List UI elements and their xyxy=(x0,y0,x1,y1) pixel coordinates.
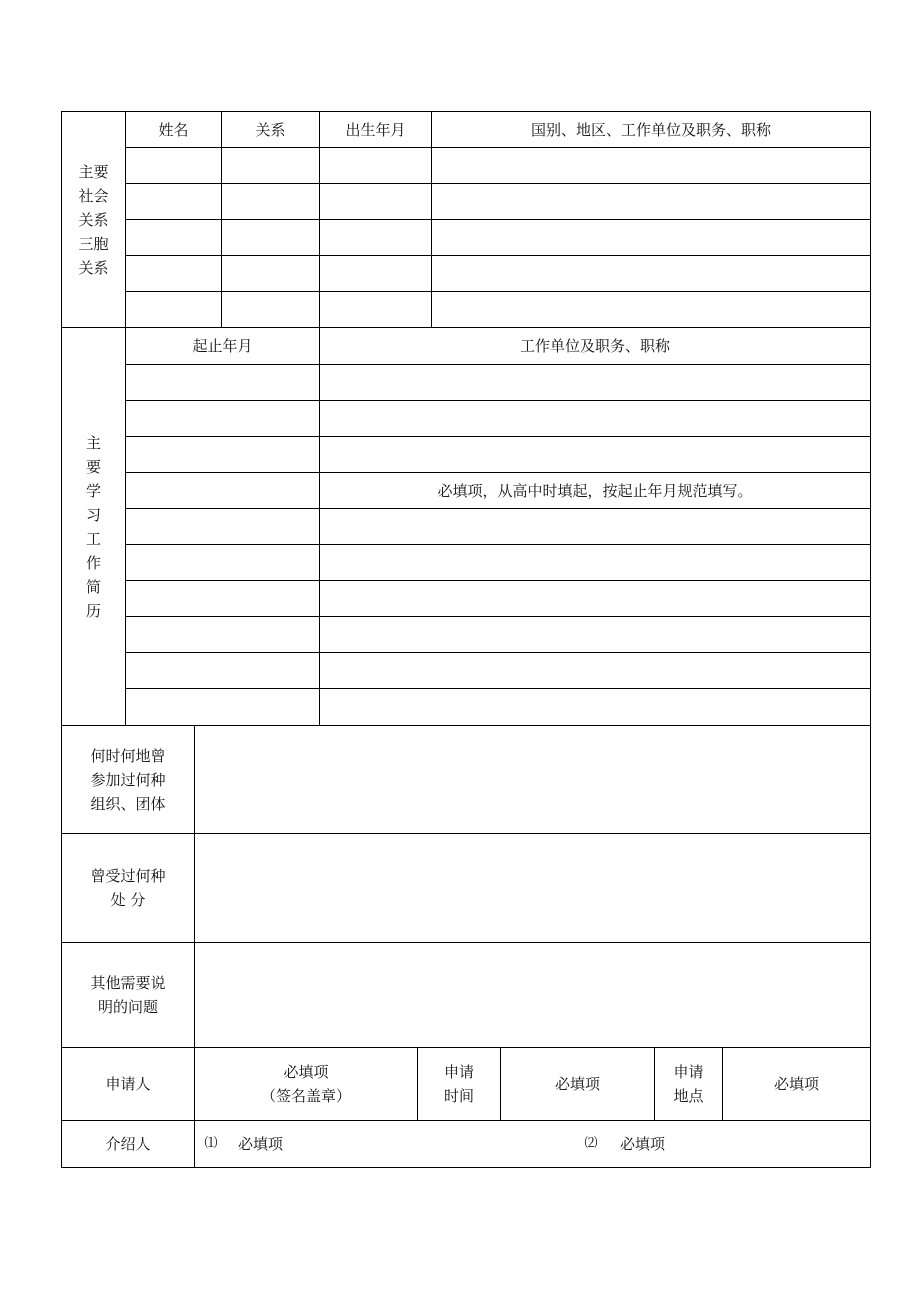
application-place-label: 申请 地点 xyxy=(673,1063,704,1105)
resume-work-cell[interactable] xyxy=(320,401,870,436)
resume-period-cell[interactable] xyxy=(126,401,319,436)
header-birth-date: 出生年月 xyxy=(345,120,406,139)
relation-birth-cell[interactable] xyxy=(320,148,431,183)
resume-period-cell[interactable] xyxy=(126,437,319,472)
resume-work-cell[interactable] xyxy=(320,617,870,652)
relations-section-label: 主要 社会 关系 三胞 关系 xyxy=(78,162,109,277)
resume-work-cell[interactable] xyxy=(320,545,870,580)
resume-period-cell[interactable] xyxy=(126,473,319,508)
introducer-second-index: ⑵ xyxy=(584,1136,598,1151)
header-relation: 关系 xyxy=(255,120,286,139)
organizations-field[interactable] xyxy=(195,726,870,833)
relation-birth-cell[interactable] xyxy=(320,256,431,291)
relation-employer-cell[interactable] xyxy=(432,220,870,255)
relation-employer-cell[interactable] xyxy=(432,256,870,291)
other-issues-field[interactable] xyxy=(195,943,870,1047)
introducer-first-index: ⑴ xyxy=(204,1136,218,1151)
relation-type-cell[interactable] xyxy=(222,184,319,219)
header-period: 起止年月 xyxy=(192,337,253,355)
relation-type-cell[interactable] xyxy=(222,256,319,291)
introducer-first-field[interactable]: 必填项 xyxy=(238,1135,284,1153)
punishment-label: 曾受过何种 处 分 xyxy=(90,867,166,909)
punishment-field[interactable] xyxy=(195,834,870,942)
resume-period-cell[interactable] xyxy=(126,653,319,688)
organizations-label: 何时何地曾 参加过何种 组织、团体 xyxy=(90,746,166,813)
relation-employer-cell[interactable] xyxy=(432,184,870,219)
application-time-field[interactable]: 必填项 xyxy=(554,1075,600,1093)
resume-fill-note[interactable]: 必填项，从高中时填起，按起止年月规范填写。 xyxy=(437,481,753,500)
header-employer-position: 国别、地区、工作单位及职务、职称 xyxy=(530,120,771,139)
resume-period-cell[interactable] xyxy=(126,365,319,400)
resume-work-cell[interactable] xyxy=(320,653,870,688)
introducer-label: 介绍人 xyxy=(105,1135,151,1153)
header-name: 姓名 xyxy=(158,120,189,139)
resume-work-cell[interactable] xyxy=(320,509,870,544)
form-border-right xyxy=(870,111,871,1168)
relation-name-cell[interactable] xyxy=(126,184,221,219)
relation-name-cell[interactable] xyxy=(126,148,221,183)
resume-period-cell[interactable] xyxy=(126,689,319,725)
resume-work-cell[interactable] xyxy=(320,689,870,725)
relation-name-cell[interactable] xyxy=(126,292,221,327)
resume-period-cell[interactable] xyxy=(126,509,319,544)
resume-period-cell[interactable] xyxy=(126,545,319,580)
applicant-signature-field[interactable]: 必填项 （签名盖章） xyxy=(260,1063,351,1105)
relation-type-cell[interactable] xyxy=(222,220,319,255)
relation-type-cell[interactable] xyxy=(222,292,319,327)
applicant-label: 申请人 xyxy=(105,1075,151,1093)
relation-birth-cell[interactable] xyxy=(320,292,431,327)
relation-type-cell[interactable] xyxy=(222,148,319,183)
other-issues-label: 其他需要说 明的问题 xyxy=(90,974,166,1016)
relation-name-cell[interactable] xyxy=(126,220,221,255)
relation-birth-cell[interactable] xyxy=(320,220,431,255)
relation-employer-cell[interactable] xyxy=(432,148,870,183)
resume-section-label: 主 要 学 习 工 作 简 历 xyxy=(85,433,101,620)
resume-work-cell[interactable] xyxy=(320,365,870,400)
resume-period-cell[interactable] xyxy=(126,581,319,616)
application-place-field[interactable]: 必填项 xyxy=(773,1075,819,1093)
relation-birth-cell[interactable] xyxy=(320,184,431,219)
resume-work-cell[interactable] xyxy=(320,581,870,616)
header-work-unit: 工作单位及职务、职称 xyxy=(519,337,670,355)
relation-employer-cell[interactable] xyxy=(432,292,870,327)
relation-name-cell[interactable] xyxy=(126,256,221,291)
resume-work-cell[interactable] xyxy=(320,437,870,472)
resume-period-cell[interactable] xyxy=(126,617,319,652)
form-border-bottom xyxy=(61,1167,871,1168)
application-time-label: 申请 时间 xyxy=(443,1063,474,1105)
introducer-second-field[interactable]: 必填项 xyxy=(620,1135,666,1153)
